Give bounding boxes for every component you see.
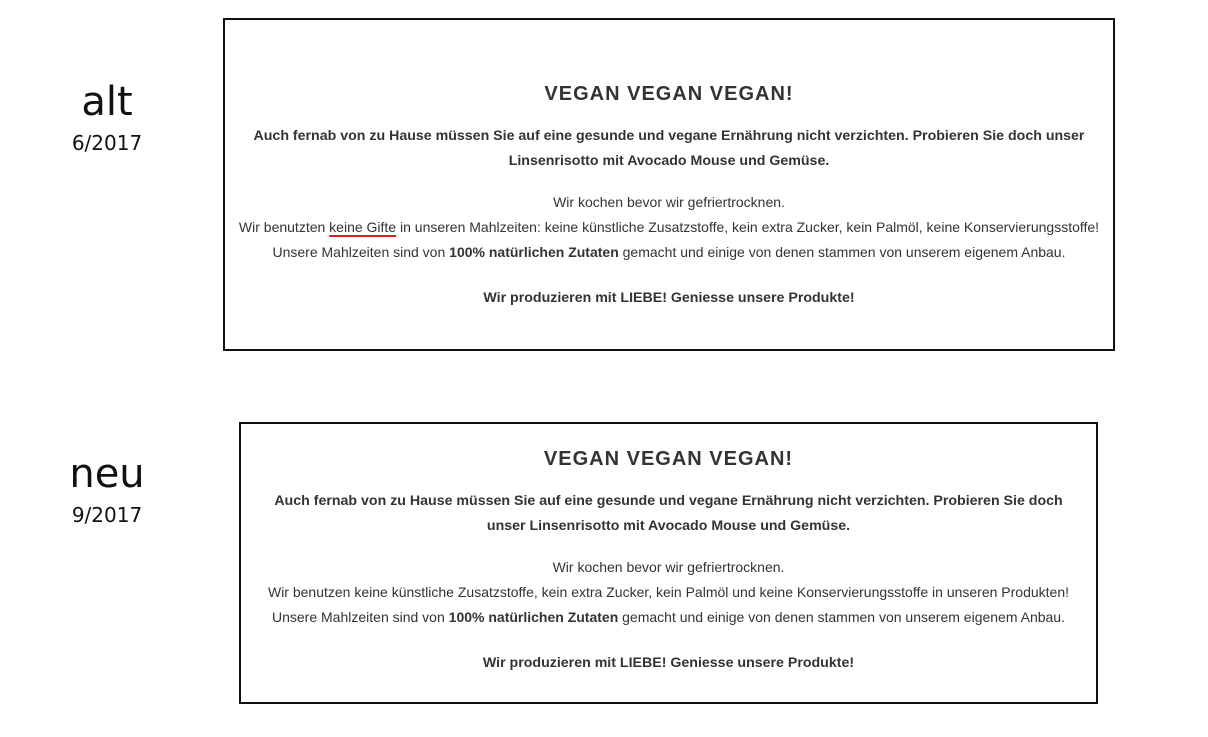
body-line-2-start: Wir benutzten	[238, 219, 330, 235]
body-line-2: Wir benutzen keine künstliche Zusatzstoffe, kein extra Zucker, kein Palmöl und keine Konservierungsstoffe in unseren Produkten!	[267, 584, 1070, 600]
text-block-neu	[239, 422, 1098, 704]
highlighted-phrase: keine Gifte	[329, 219, 397, 235]
body-line-2-end: in unseren Mahlzeiten: keine künstliche Zusatzstoffe, kein extra Zucker, kein Palmöl, keine Konservierungsstoffe!	[396, 219, 1100, 235]
body-line-3-start: Unsere Mahlzeiten sind von	[272, 609, 449, 625]
version-date: 6/2017	[71, 131, 143, 155]
body-line-3-bold: 100% natürlichen Zutaten	[449, 244, 619, 260]
body-line-3	[225, 240, 1113, 265]
body-line-1: Wir kochen bevor wir gefriertrocknen.	[552, 559, 785, 575]
version-label-alt	[50, 78, 164, 156]
body-line-2	[225, 215, 1113, 240]
intro-paragraph: Auch fernab von zu Hause müssen Sie auf eine gesunde und vegane Ernährung nicht verzichten. Probieren Sie doch unser Linsenrisotto mit Avocado Mouse und Gemüse.	[253, 128, 1085, 169]
body-line-3-end: gemacht und einige von denen stammen von unserem eigenem Anbau.	[618, 244, 1066, 260]
headline: VEGAN VEGAN VEGAN!	[544, 83, 794, 105]
closing-line: Wir produzieren mit LIEBE! Geniesse unsere Produkte!	[483, 290, 855, 306]
body-line-1: Wir kochen bevor wir gefriertrocknen.	[553, 194, 785, 210]
body-line-3-end: gemacht und einige von denen stammen von unserem eigenem Anbau.	[618, 609, 1065, 625]
body-text	[225, 190, 1113, 265]
version-date: 9/2017	[71, 503, 143, 527]
body-line-3	[241, 605, 1096, 630]
version-label-neu	[50, 450, 164, 528]
intro-paragraph: Auch fernab von zu Hause müssen Sie auf eine gesunde und vegane Ernährung nicht verzichten. Probieren Sie doch unser Linsenrisotto mit Avocado Mouse und Gemüse.	[274, 493, 1063, 534]
body-line-3-bold: 100% natürlichen Zutaten	[448, 609, 619, 625]
closing-line: Wir produzieren mit LIEBE! Geniesse unsere Produkte!	[482, 655, 855, 671]
version-name: neu	[69, 451, 145, 497]
version-name: alt	[81, 79, 133, 125]
body-line-3-start: Unsere Mahlzeiten sind von	[272, 244, 450, 260]
text-block-alt	[223, 18, 1115, 351]
headline: VEGAN VEGAN VEGAN!	[543, 448, 794, 470]
body-text	[241, 555, 1096, 630]
